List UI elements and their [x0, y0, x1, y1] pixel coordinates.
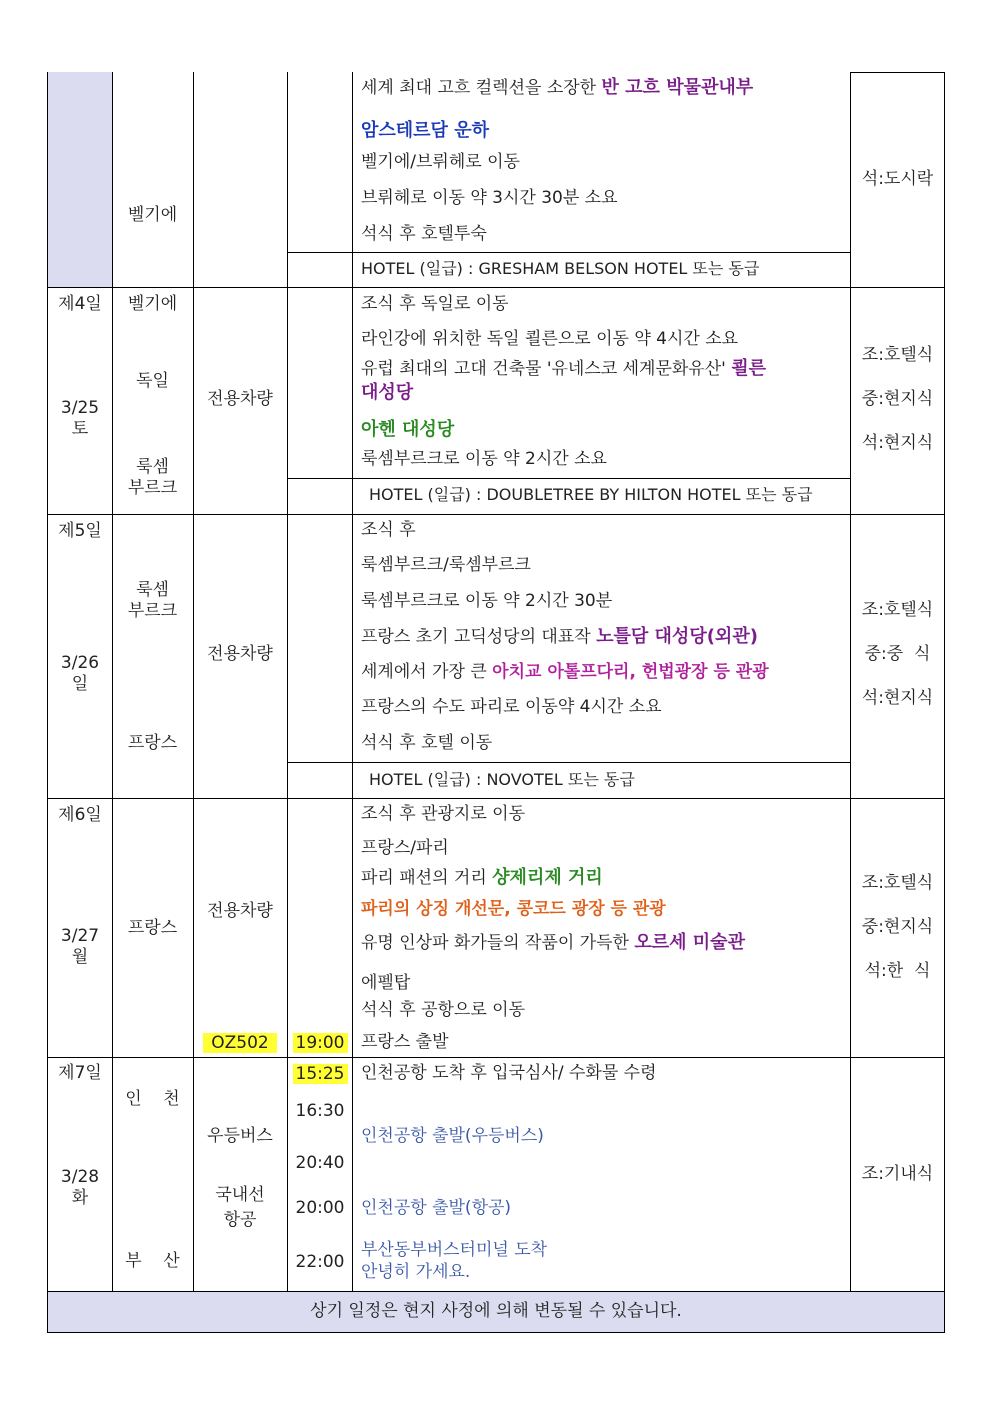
- meal-label: 중:현지식: [861, 917, 934, 937]
- schedule-line: 룩셈부르크/룩셈부르크: [361, 555, 531, 575]
- meal-label: 조:기내식: [861, 1164, 934, 1184]
- transport-label: 전용차량: [207, 644, 273, 664]
- day-weekday: 월: [71, 947, 89, 967]
- schedule-line: 라인강에 위치한 독일 쾰른으로 이동 약 4시간 소요: [361, 329, 739, 349]
- meal-label: 석:현지식: [861, 433, 934, 453]
- day3-day-cell: [48, 72, 112, 287]
- schedule-line: 인천공항 도착 후 입국심사/ 수화물 수령: [361, 1063, 657, 1083]
- schedule-line: 석식 후 호텔투숙: [361, 224, 487, 244]
- schedule-line: 세계에서 가장 큰 아치교 아톨프다리, 헌법광장 등 관광: [361, 662, 769, 682]
- place-label: 벨기에: [127, 294, 178, 314]
- day-number: 제6일: [58, 805, 102, 825]
- schedule-line: 대성당: [361, 382, 414, 403]
- hotel-line: HOTEL (일급) : GRESHAM BELSON HOTEL 또는 동급: [361, 259, 760, 278]
- place-label: 부르크: [127, 478, 178, 498]
- schedule-line: 유명 인상파 화가들의 작품이 가득한 오르세 미술관: [361, 932, 745, 953]
- schedule-line: 프랑스의 수도 파리로 이동약 4시간 소요: [361, 697, 662, 717]
- schedule-line: 아헨 대성당: [361, 419, 455, 440]
- hotel-line: HOTEL (일급) : NOVOTEL 또는 동급: [369, 770, 635, 789]
- schedule-line: 석식 후 호텔 이동: [361, 733, 493, 753]
- schedule-line: 프랑스 출발: [361, 1032, 449, 1052]
- meal-label: 중:중 식: [864, 644, 931, 664]
- day-number: 제7일: [58, 1063, 102, 1083]
- transport-label: 항공: [223, 1210, 257, 1230]
- schedule-line: 인천공항 출발(항공): [361, 1198, 512, 1218]
- place-label: 인 천: [125, 1089, 180, 1109]
- meal-label: 석:한 식: [864, 961, 931, 981]
- schedule-line: 브뤼헤로 이동 약 3시간 30분 소요: [361, 188, 618, 208]
- schedule-line: 프랑스 초기 고딕성당의 대표작 노틀담 대성당(외관): [361, 626, 758, 647]
- transport-label: 우등버스: [207, 1126, 273, 1146]
- schedule-line: 유럽 최대의 고대 건축물 '유네스코 세계문화유산' 쾰른: [361, 358, 766, 379]
- schedule-line: 인천공항 출발(우등버스): [361, 1126, 544, 1146]
- meal-label: 조:호텔식: [861, 873, 934, 893]
- day-weekday: 토: [71, 419, 89, 439]
- place-label: 룩셈: [136, 457, 169, 477]
- flight-number: OZ502: [193, 1032, 287, 1054]
- day-number: 제5일: [58, 521, 102, 541]
- footer-notice: 상기 일정은 현지 사정에 의해 변동될 수 있습니다.: [310, 1301, 682, 1321]
- time-label: 22:00: [295, 1252, 345, 1272]
- transport-label: 국내선: [215, 1185, 265, 1205]
- day-date: 3/28: [60, 1167, 100, 1187]
- day-number: 제4일: [58, 294, 102, 314]
- transport-label: 전용차량: [207, 389, 273, 409]
- schedule-line: 세계 최대 고흐 컬렉션을 소장한 반 고흐 박물관내부: [361, 77, 754, 98]
- schedule-line: 조식 후 관광지로 이동: [361, 804, 526, 824]
- schedule-line: 안녕히 가세요.: [361, 1262, 471, 1282]
- place-label: 독일: [136, 371, 169, 391]
- hotel-line: HOTEL (일급) : DOUBLETREE BY HILTON HOTEL 또는 동급: [369, 485, 813, 504]
- meal-label: 중:현지식: [861, 389, 934, 409]
- day-weekday: 일: [71, 674, 89, 694]
- schedule-line: 조식 후 독일로 이동: [361, 294, 509, 314]
- schedule-line: 조식 후: [361, 520, 416, 540]
- place-label: 프랑스: [127, 918, 178, 938]
- time-label: 20:40: [295, 1153, 345, 1173]
- meal-label: 조:호텔식: [861, 345, 934, 365]
- meal-label: 조:호텔식: [861, 600, 934, 620]
- time-label: 20:00: [295, 1198, 345, 1218]
- meal-label: 석:도시락: [861, 169, 934, 189]
- day-date: 3/25: [60, 398, 100, 418]
- meal-label: 석:현지식: [861, 688, 934, 708]
- schedule-line: 부산동부버스터미널 도착: [361, 1240, 548, 1260]
- schedule-line: 룩셈부르크로 이동 약 2시간 30분: [361, 591, 613, 611]
- schedule-line: 석식 후 공항으로 이동: [361, 1000, 526, 1020]
- schedule-line: 파리의 상징 개선문, 콩코드 광장 등 관광: [361, 899, 666, 919]
- transport-label: 전용차량: [207, 901, 273, 921]
- place-label: 부르크: [127, 601, 178, 621]
- schedule-line: 룩셈부르크로 이동 약 2시간 소요: [361, 449, 607, 469]
- day-date: 3/26: [60, 653, 100, 673]
- arrival-time: 15:25: [288, 1063, 352, 1085]
- day-date: 3/27: [60, 926, 100, 946]
- place-label: 프랑스: [127, 733, 178, 753]
- day-weekday: 화: [71, 1188, 89, 1208]
- schedule-line: 벨기에/브뤼헤로 이동: [361, 152, 520, 172]
- time-label: 16:30: [295, 1101, 345, 1121]
- place-label: 부 산: [125, 1251, 180, 1271]
- schedule-line: 암스테르담 운하: [361, 120, 489, 141]
- day3-place: 벨기에: [127, 205, 178, 225]
- place-label: 룩셈: [136, 580, 169, 600]
- schedule-line: 에펠탑: [361, 973, 411, 993]
- schedule-line: 파리 패션의 거리 샹제리제 거리: [361, 867, 603, 888]
- departure-time: 19:00: [288, 1032, 352, 1054]
- schedule-line: 프랑스/파리: [361, 838, 449, 858]
